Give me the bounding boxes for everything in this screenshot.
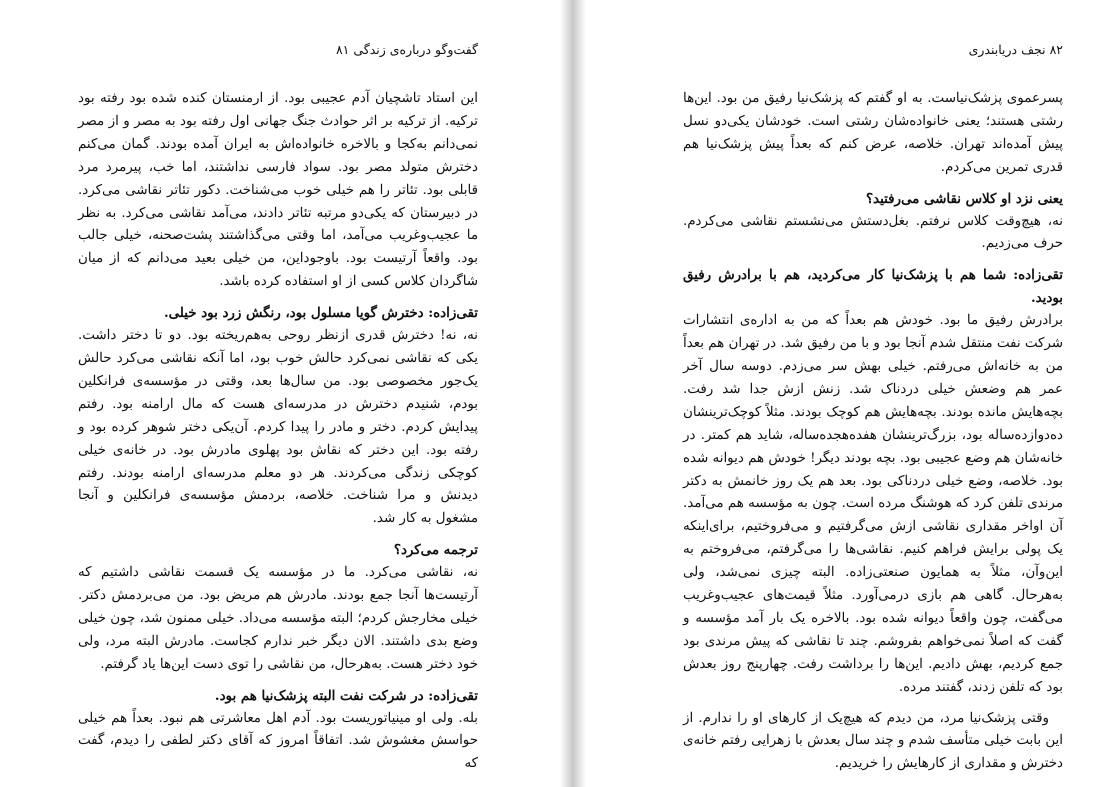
- question: ترجمه می‌کرد؟: [393, 542, 478, 559]
- left-page-header: گفت‌وگو درباره‌ی زندگی ۸۱: [335, 42, 478, 57]
- paragraph: بله. ولی او مینیاتوریست بود. آدم اهل معاشرتی هم نبود. بعداً هم خیلی حواسش مغشوش شد. اتفاقاً امروز که آقای دکتر لطفی را دیدم، گفت که: [78, 710, 478, 772]
- question: یعنی نزد او کلاس نقاشی می‌رفتید؟: [865, 190, 1063, 207]
- question: تقی‌زاده: شما هم با پزشک‌نیا کار می‌کردید، هم با برادرش رفیق بودید.: [683, 267, 1063, 307]
- paragraph: نه، هیچ‌وقت کلاس نرفتم. بغل‌دستش می‌نشستم نقاشی می‌کردم. حرف می‌زدیم.: [683, 213, 1063, 252]
- paragraph: نه، نه! دخترش قدری ازنظر روحی به‌هم‌ریخته بود. دو تا دختر داشت. یکی که نقاشی نمی‌کرد حالش خوب بود، اما آنکه نقاشی می‌کرد حالش یک‌جور مخصوصی بود. من سال‌ها بعد، وقتی در مؤسسه‌ی فرانکلین بودم، شنیدم دخترش در مدرسه‌ای هست که مال ارامنه بود. رفتم پیدایش کردم. دختر و مادر را پیدا کردم. آن‌یکی دختر شوهر کرده بود و رفته بود. این دختر که نقاش بود پهلوی مادرش بود. در خانه‌ی خیلی کوچکی زندگی می‌کردند. هر دو معلم مدرسه‌ای ارامنه بودند. رفتم دیدنش و مرا شناخت. خلاصه، بردمش مؤسسه‌ی فرانکلین و آنجا مشغول به کار شد.: [78, 328, 478, 527]
- book-gutter: [560, 0, 586, 787]
- right-page: [683, 0, 1063, 787]
- left-page: [78, 0, 478, 787]
- paragraph: این استاد تاشچیان آدم عجیبی بود. از ارمنستان کنده شده بود رفته بود ترکیه. از ترکیه بر اثر حوادث جنگ جهانی اول رفته بود به مصر و از مصر نمی‌دانم به‌کجا و بالاخره خانواده‌اش به ایران آمده بودند. گمان می‌کنم دخترش متولد مصر بود. سواد فارسی نداشتند، اما خب، پیرمرد مرد قابلی بود. تئاتر را هم خیلی خوب می‌شناخت. دکور تئاتر نقاشی می‌کرد. در دبیرستان که یکی‌دو مرتبه تئاتر دادند، می‌آمد نقاشی می‌کرد. به نظر ما عجیب‌وغریب می‌آمد، اما وقتی می‌گذاشتند پشت‌صحنه، خیلی جالب بود. واقعاً آرتیست بود. باوجوداین، من خیلی بعید می‌دانم که از میان شاگردان کلاس کسی از او استفاده کرده باشد.: [78, 91, 478, 290]
- paragraph: وقتی پزشک‌نیا مرد، من دیدم که هیچ‌یک از کارهای او را ندارم. از این بابت خیلی متأسف شدم و چند سال بعدش با زهرایی رفتم خانه‌ی دخترش و مقداری از کارهایش را خریدیم.: [683, 710, 1063, 772]
- paragraph: نه، نقاشی می‌کرد. ما در مؤسسه یک قسمت نقاشی داشتیم که آرتیست‌ها آنجا جمع بودند. مادرش هم مریض بود. من می‌بردمش دکتر. خیلی مخارجش کردم؛ البته مؤسسه می‌داد. خیلی ممنون شد، چون خیلی وضع بدی داشتند. الان دیگر خبر ندارم کجاست. مادرش البته مرد، ولی خود دختر هست. به‌هرحال، من نقاشی را توی دست این‌ها یاد گرفتم.: [78, 565, 478, 672]
- right-page-header: ۸۲ نجف دریابندری: [968, 42, 1063, 57]
- left-page-content: [78, 88, 478, 776]
- right-page-content: [683, 88, 1063, 776]
- question: تقی‌زاده: در شرکت نفت البته پزشک‌نیا هم بود.: [214, 687, 478, 704]
- paragraph: پسرعموی پزشک‌نیاست. به او گفتم که پزشک‌نیا رفیق من بود. این‌ها رشتی هستند؛ یعنی خانواده‌شان رشتی است. خودشان یکی‌دو نسل پیش آمده‌اند تهران. خلاصه، عرض کنم که بعداً پیش پزشک‌نیا هم قدری تمرین می‌کردم.: [683, 91, 1063, 175]
- paragraph: برادرش رفیق ما بود. خودش هم بعداً که من به اداره‌ی انتشارات شرکت نفت منتقل شدم آنجا بود و با من رفیق شد. در تهران هم بعداً من به خانه‌اش می‌رفتم. خیلی بهش سر می‌زدم. دوسه سال آخر عمر هم وضعش خیلی دردناک شد. زنش ازش جدا شد رفت. بچه‌هایش مانده بودند. بچه‌هایش هم کوچک بودند. مثلاً کوچک‌ترینشان ده‌دوازده‌ساله بود، بزرگ‌ترینشان هفده‌هجده‌ساله، شاید هم کمتر. در خانه‌شان هم وضع عجیبی بود. بچه بودند دیگر! خودش هم دیوانه شده بود. خلاصه، وضع خیلی دردناکی بود. بعد هم یک روز خانمش به دکتر مرندی تلفن کرد که هوشنگ مرده است. چون به مؤسسه هم می‌آمد. آن اواخر مقداری نقاشی ازش می‌گرفتیم و می‌فروختیم، برای‌اینکه یک پولی برایش فراهم کنیم. نقاشی‌ها را می‌گرفتم، می‌فروختم به این‌وآن، مثلاً به همایون صنعتی‌زاده. البته چیزی نمی‌شد، ولی به‌هرحال. گاهی هم بازی درمی‌آورد. مثلاً قیمت‌های عجیب‌وغریب می‌گفت، چون واقعاً دیوانه شده بود. بالاخره یک بار آمد مؤسسه و گفت که اصلاً نمی‌خواهم بفروشم. چند تا نقاشی که پیش مرندی بود جمع کردیم، بهش دادیم. این‌ها را برداشت رفت. چهارپنج روز بعدش بود که تلفن زدند، گفتند مرده.: [683, 313, 1063, 695]
- question: تقی‌زاده: دخترش گویا مسلول بود، رنگش زرد بود خیلی.: [163, 305, 478, 322]
